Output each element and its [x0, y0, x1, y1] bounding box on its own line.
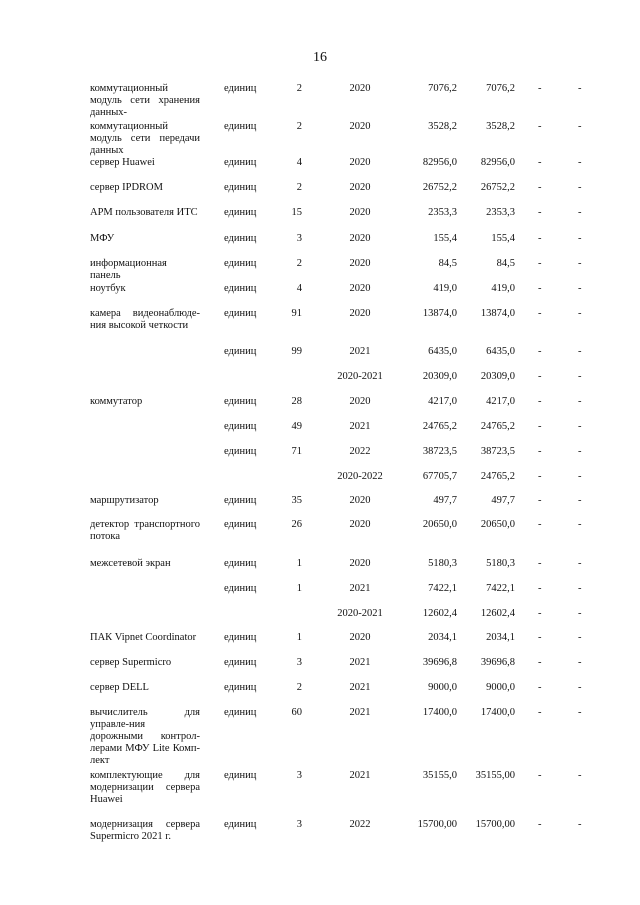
- row-value-1: 82956,0: [422, 157, 457, 168]
- row-value-2: 13874,0: [480, 308, 515, 319]
- row-name: коммутационный модуль сети передачи данных: [90, 121, 200, 156]
- row-dash-1: -: [538, 657, 542, 668]
- row-year: 2020-2021: [337, 371, 383, 382]
- row-qty: 15: [291, 207, 302, 218]
- row-dash-1: -: [538, 707, 542, 718]
- row-qty: 4: [296, 283, 302, 294]
- row-dash-2: -: [578, 471, 582, 482]
- row-value-1: 419,0: [433, 283, 457, 294]
- row-dash-1: -: [538, 371, 542, 382]
- row-year: 2020: [349, 519, 371, 530]
- row-value-2: 24765,2: [480, 421, 515, 432]
- row-value-1: 7422,1: [428, 583, 457, 594]
- row-dash-2: -: [578, 283, 582, 294]
- row-dash-2: -: [578, 519, 582, 530]
- row-qty: 26: [291, 519, 302, 530]
- row-year: 2021: [349, 682, 371, 693]
- row-unit: единиц: [224, 632, 257, 643]
- row-value-1: 17400,0: [422, 707, 457, 718]
- row-unit: единиц: [224, 233, 257, 244]
- row-year: 2020: [349, 632, 371, 643]
- row-dash-2: -: [578, 608, 582, 619]
- row-unit: единиц: [224, 770, 257, 781]
- row-year: 2020: [349, 283, 371, 294]
- row-qty: 2: [296, 121, 302, 132]
- row-value-1: 4217,0: [428, 396, 457, 407]
- row-year: 2020: [349, 207, 371, 218]
- row-value-2: 7076,2: [486, 83, 515, 94]
- row-value-1: 5180,3: [428, 558, 457, 569]
- row-year: 2020: [349, 83, 371, 94]
- row-dash-2: -: [578, 308, 582, 319]
- row-value-2: 4217,0: [486, 396, 515, 407]
- row-value-1: 26752,2: [422, 182, 457, 193]
- row-value-2: 419,0: [491, 283, 515, 294]
- row-dash-1: -: [538, 157, 542, 168]
- row-dash-2: -: [578, 819, 582, 830]
- row-year: 2020: [349, 258, 371, 269]
- row-dash-2: -: [578, 371, 582, 382]
- row-dash-2: -: [578, 157, 582, 168]
- row-name: комплектующие для модернизации сервера Huawei: [90, 770, 200, 805]
- row-value-2: 2353,3: [486, 207, 515, 218]
- row-year: 2021: [349, 770, 371, 781]
- row-value-2: 20650,0: [480, 519, 515, 530]
- row-value-1: 12602,4: [422, 608, 457, 619]
- row-unit: единиц: [224, 495, 257, 506]
- row-dash-1: -: [538, 495, 542, 506]
- row-qty: 3: [296, 657, 302, 668]
- row-dash-2: -: [578, 446, 582, 457]
- row-year: 2021: [349, 421, 371, 432]
- row-dash-2: -: [578, 558, 582, 569]
- row-qty: 3: [296, 770, 302, 781]
- row-name: сервер DELL: [90, 682, 149, 693]
- row-qty: 1: [296, 558, 302, 569]
- row-qty: 2: [296, 682, 302, 693]
- row-qty: 60: [291, 707, 302, 718]
- row-name: коммутационный модуль сети хранения данных-: [90, 83, 200, 118]
- row-qty: 71: [291, 446, 302, 457]
- row-unit: единиц: [224, 558, 257, 569]
- row-dash-2: -: [578, 421, 582, 432]
- row-name: ноутбук: [90, 283, 126, 294]
- row-name: коммутатор: [90, 396, 143, 407]
- row-year: 2020-2022: [337, 471, 383, 482]
- row-value-1: 7076,2: [428, 83, 457, 94]
- row-value-2: 5180,3: [486, 558, 515, 569]
- row-year: 2020-2021: [337, 608, 383, 619]
- row-year: 2020: [349, 233, 371, 244]
- row-value-1: 35155,0: [422, 770, 457, 781]
- row-value-1: 6435,0: [428, 346, 457, 357]
- row-unit: единиц: [224, 207, 257, 218]
- row-unit: единиц: [224, 182, 257, 193]
- row-unit: единиц: [224, 682, 257, 693]
- row-value-2: 24765,2: [480, 471, 515, 482]
- row-dash-1: -: [538, 583, 542, 594]
- row-dash-1: -: [538, 682, 542, 693]
- row-name: ПАК Vipnet Coordinator: [90, 632, 197, 643]
- row-value-2: 3528,2: [486, 121, 515, 132]
- row-dash-2: -: [578, 207, 582, 218]
- row-dash-2: -: [578, 657, 582, 668]
- row-year: 2021: [349, 707, 371, 718]
- row-qty: 35: [291, 495, 302, 506]
- row-value-2: 15700,00: [475, 819, 515, 830]
- row-dash-1: -: [538, 770, 542, 781]
- row-year: 2022: [349, 819, 371, 830]
- row-dash-2: -: [578, 182, 582, 193]
- row-value-2: 155,4: [491, 233, 515, 244]
- row-value-1: 2034,1: [428, 632, 457, 643]
- row-qty: 1: [296, 632, 302, 643]
- row-value-2: 7422,1: [486, 583, 515, 594]
- row-value-2: 82956,0: [480, 157, 515, 168]
- row-unit: единиц: [224, 707, 257, 718]
- row-dash-1: -: [538, 608, 542, 619]
- row-year: 2021: [349, 346, 371, 357]
- row-unit: единиц: [224, 157, 257, 168]
- row-unit: единиц: [224, 446, 257, 457]
- row-value-2: 17400,0: [480, 707, 515, 718]
- row-unit: единиц: [224, 657, 257, 668]
- row-qty: 2: [296, 258, 302, 269]
- row-value-1: 155,4: [433, 233, 457, 244]
- row-value-2: 26752,2: [480, 182, 515, 193]
- row-value-2: 12602,4: [480, 608, 515, 619]
- row-year: 2020: [349, 182, 371, 193]
- row-dash-1: -: [538, 83, 542, 94]
- row-dash-1: -: [538, 471, 542, 482]
- row-name: камера видеонаблюде-ния высокой четкости: [90, 308, 200, 331]
- row-dash-1: -: [538, 519, 542, 530]
- row-year: 2020: [349, 308, 371, 319]
- row-name: информационная панель: [90, 258, 167, 281]
- row-dash-1: -: [538, 308, 542, 319]
- row-value-2: 9000,0: [486, 682, 515, 693]
- row-value-1: 24765,2: [422, 421, 457, 432]
- row-qty: 91: [291, 308, 302, 319]
- row-value-2: 20309,0: [480, 371, 515, 382]
- row-value-2: 497,7: [491, 495, 515, 506]
- row-qty: 49: [291, 421, 302, 432]
- row-value-1: 9000,0: [428, 682, 457, 693]
- row-value-2: 6435,0: [486, 346, 515, 357]
- row-dash-1: -: [538, 558, 542, 569]
- row-dash-2: -: [578, 707, 582, 718]
- row-unit: единиц: [224, 308, 257, 319]
- row-qty: 28: [291, 396, 302, 407]
- row-dash-2: -: [578, 682, 582, 693]
- row-name: межсетевой экран: [90, 558, 171, 569]
- row-unit: единиц: [224, 283, 257, 294]
- row-dash-2: -: [578, 233, 582, 244]
- row-value-1: 2353,3: [428, 207, 457, 218]
- row-dash-2: -: [578, 770, 582, 781]
- row-dash-2: -: [578, 583, 582, 594]
- row-value-1: 3528,2: [428, 121, 457, 132]
- row-dash-1: -: [538, 182, 542, 193]
- row-dash-1: -: [538, 446, 542, 457]
- row-dash-2: -: [578, 258, 582, 269]
- row-year: 2020: [349, 121, 371, 132]
- row-dash-1: -: [538, 421, 542, 432]
- row-qty: 2: [296, 83, 302, 94]
- row-qty: 99: [291, 346, 302, 357]
- row-unit: единиц: [224, 421, 257, 432]
- row-qty: 1: [296, 583, 302, 594]
- row-name: вычислитель для управле-ния дорожными контрол-лерами МФУ Lite Комп-лект: [90, 707, 200, 766]
- row-year: 2020: [349, 396, 371, 407]
- row-qty: 2: [296, 182, 302, 193]
- row-value-2: 39696,8: [480, 657, 515, 668]
- row-value-2: 84,5: [496, 258, 515, 269]
- row-value-1: 39696,8: [422, 657, 457, 668]
- row-value-1: 38723,5: [422, 446, 457, 457]
- row-dash-1: -: [538, 258, 542, 269]
- row-year: 2020: [349, 495, 371, 506]
- row-dash-2: -: [578, 346, 582, 357]
- row-year: 2022: [349, 446, 371, 457]
- row-dash-1: -: [538, 283, 542, 294]
- row-unit: единиц: [224, 519, 257, 530]
- row-dash-1: -: [538, 121, 542, 132]
- row-dash-1: -: [538, 396, 542, 407]
- row-dash-1: -: [538, 819, 542, 830]
- row-year: 2020: [349, 558, 371, 569]
- row-year: 2020: [349, 157, 371, 168]
- row-dash-1: -: [538, 346, 542, 357]
- row-qty: 3: [296, 233, 302, 244]
- row-name: сервер IPDROM: [90, 182, 163, 193]
- row-unit: единиц: [224, 819, 257, 830]
- row-name: АРМ пользователя ИТС: [90, 207, 198, 218]
- row-dash-2: -: [578, 83, 582, 94]
- row-dash-2: -: [578, 495, 582, 506]
- row-value-1: 15700,00: [417, 819, 457, 830]
- row-name: МФУ: [90, 233, 115, 244]
- row-unit: единиц: [224, 396, 257, 407]
- row-value-1: 84,5: [438, 258, 457, 269]
- row-year: 2021: [349, 657, 371, 668]
- row-value-1: 20650,0: [422, 519, 457, 530]
- page-number: 16: [313, 50, 327, 65]
- row-dash-1: -: [538, 632, 542, 643]
- row-unit: единиц: [224, 346, 257, 357]
- row-name: сервер Huawei: [90, 157, 155, 168]
- row-unit: единиц: [224, 83, 257, 94]
- row-unit: единиц: [224, 258, 257, 269]
- row-dash-2: -: [578, 121, 582, 132]
- row-value-1: 497,7: [433, 495, 457, 506]
- row-qty: 3: [296, 819, 302, 830]
- row-value-1: 13874,0: [422, 308, 457, 319]
- row-dash-2: -: [578, 632, 582, 643]
- row-value-2: 38723,5: [480, 446, 515, 457]
- row-year: 2021: [349, 583, 371, 594]
- row-name: маршрутизатор: [90, 495, 159, 506]
- row-value-2: 2034,1: [486, 632, 515, 643]
- row-unit: единиц: [224, 121, 257, 132]
- row-value-2: 35155,00: [475, 770, 515, 781]
- row-value-1: 67705,7: [422, 471, 457, 482]
- row-name: детектор транспортного потока: [90, 519, 200, 542]
- row-name: модернизация сервера Supermicro 2021 г.: [90, 819, 200, 842]
- row-unit: единиц: [224, 583, 257, 594]
- row-dash-2: -: [578, 396, 582, 407]
- row-qty: 4: [296, 157, 302, 168]
- row-name: сервер Supermicro: [90, 657, 172, 668]
- row-dash-1: -: [538, 207, 542, 218]
- row-value-1: 20309,0: [422, 371, 457, 382]
- row-dash-1: -: [538, 233, 542, 244]
